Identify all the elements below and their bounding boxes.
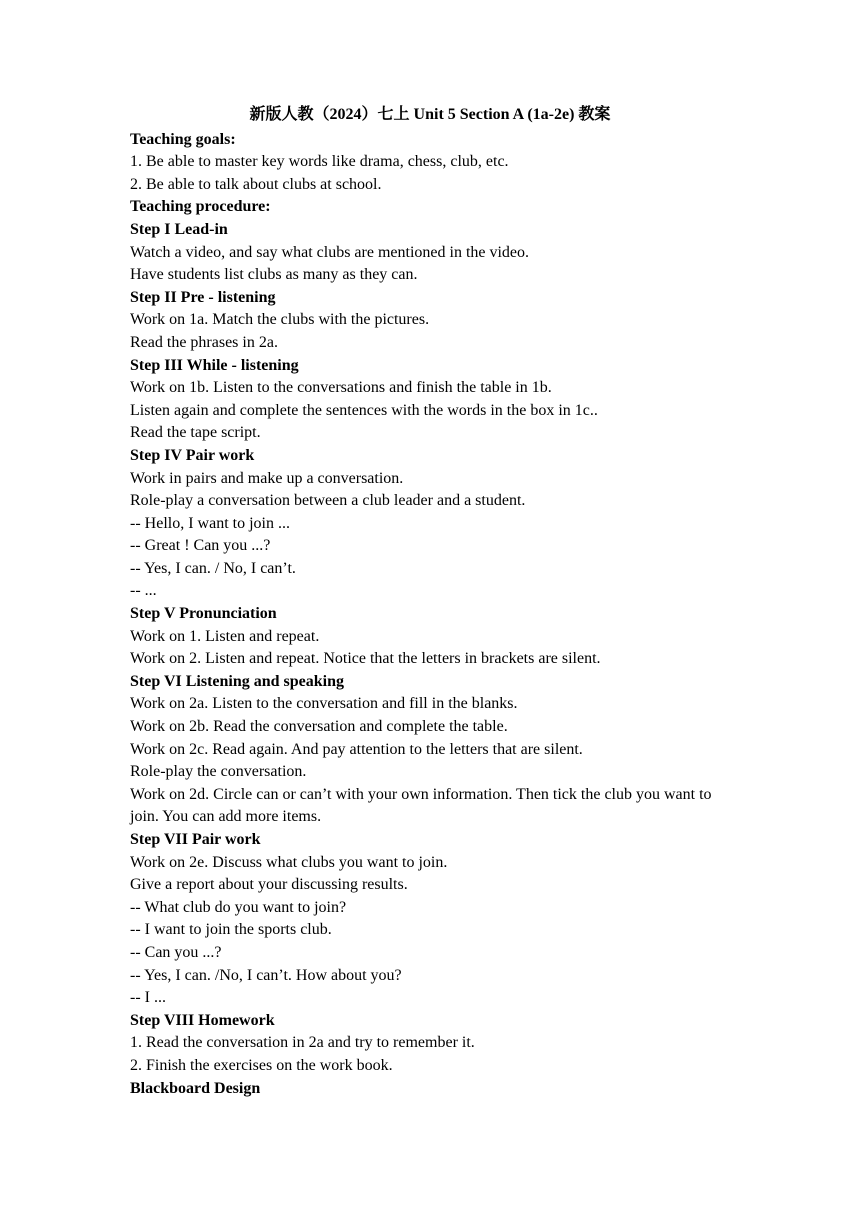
step-heading: Step II Pre - listening	[130, 288, 276, 306]
step-line: Work in pairs and make up a conversation.	[130, 469, 404, 487]
step-line: Read the phrases in 2a.	[130, 333, 278, 351]
document-title: 新版人教（2024）七上 Unit 5 Section A (1a-2e) 教案	[249, 106, 611, 123]
step-line: Role-play the conversation.	[130, 763, 307, 781]
dialogue-line: -- Hello, I want to join ...	[130, 514, 290, 532]
step-line: Work on 1a. Match the clubs with the pictures.	[130, 311, 430, 329]
step-heading: Step III While - listening	[130, 356, 299, 374]
step-line: Work on 2e. Discuss what clubs you want to join.	[130, 853, 448, 871]
step-line: Work on 2d. Circle can or can’t with your own information. Then tick the club you want to join. You can add more items.	[130, 785, 712, 826]
step-heading: Step I Lead-in	[130, 220, 228, 238]
dialogue-line: -- ...	[130, 582, 157, 600]
dialogue-line: -- I ...	[130, 989, 166, 1007]
step-heading: Step VIII Homework	[130, 1011, 275, 1029]
step-line: Have students list clubs as many as they can.	[130, 266, 418, 284]
step-heading: Step V Pronunciation	[130, 605, 277, 623]
blackboard-heading: Blackboard Design	[130, 1079, 261, 1097]
step-line: Role-play a conversation between a club leader and a student.	[130, 492, 526, 510]
step-line: Watch a video, and say what clubs are mentioned in the video.	[130, 243, 530, 261]
step-line: Work on 2c. Read again. And pay attention to the letters that are silent.	[130, 740, 583, 758]
dialogue-line: -- Great ! Can you ...?	[130, 537, 271, 555]
step-line: Work on 1. Listen and repeat.	[130, 627, 320, 645]
dialogue-line: -- I want to join the sports club.	[130, 921, 332, 939]
dialogue-line: -- Yes, I can. / No, I can’t.	[130, 559, 296, 577]
step-line: Listen again and complete the sentences with the words in the box in 1c..	[130, 401, 598, 419]
goal-item: 1. Be able to master key words like drama, chess, club, etc.	[130, 153, 509, 171]
step-line: Work on 2. Listen and repeat. Notice that the letters in brackets are silent.	[130, 650, 601, 668]
dialogue-line: -- Can you ...?	[130, 943, 222, 961]
step-heading: Step IV Pair work	[130, 446, 255, 464]
step-line: Work on 2b. Read the conversation and complete the table.	[130, 718, 508, 736]
step-line: Read the tape script.	[130, 424, 261, 442]
procedure-heading: Teaching procedure:	[130, 198, 271, 216]
step-line: Give a report about your discussing results.	[130, 876, 408, 894]
goals-heading: Teaching goals:	[130, 130, 236, 148]
step-line: Work on 2a. Listen to the conversation and fill in the blanks.	[130, 695, 518, 713]
step-line: Work on 1b. Listen to the conversations and finish the table in 1b.	[130, 379, 552, 397]
step-line: 2. Finish the exercises on the work book.	[130, 1056, 393, 1074]
goal-item: 2. Be able to talk about clubs at school.	[130, 175, 382, 193]
dialogue-line: -- Yes, I can. /No, I can’t. How about you?	[130, 966, 402, 984]
step-heading: Step VII Pair work	[130, 831, 261, 848]
dialogue-line: -- What club do you want to join?	[130, 898, 347, 916]
step-line: 1. Read the conversation in 2a and try to remember it.	[130, 1034, 475, 1052]
step-heading: Step VI Listening and speaking	[130, 672, 344, 690]
document-page	[130, 104, 730, 1100]
